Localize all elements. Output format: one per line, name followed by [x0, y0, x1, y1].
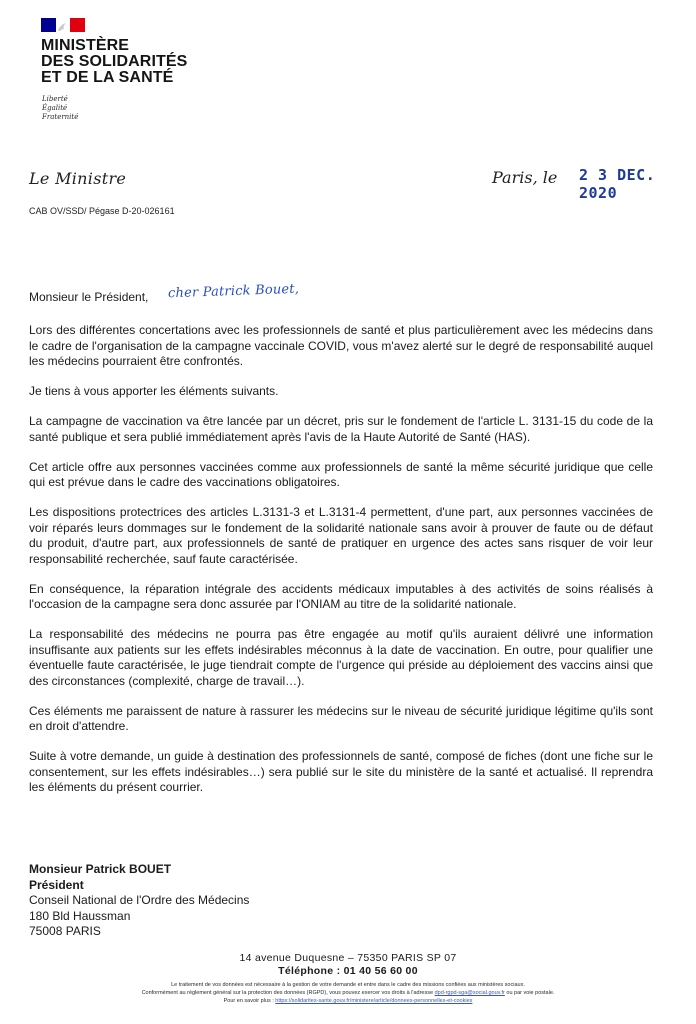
paragraph: Ces éléments me paraissent de nature à rassurer les médecins sur le niveau de sécurité juridique légitime qu'ils sont en droit d'attendre.: [29, 703, 653, 733]
reference-number: CAB OV/SSD/ Pégase D-20-026161: [29, 206, 175, 216]
dpo-email-link[interactable]: dpd-rgpd-sga@social.gouv.fr: [434, 990, 505, 996]
paragraph: Cet article offre aux personnes vaccinées comme aux professionnels de santé la même sécurité juridique que celle qui est prévue dans le cadre des vaccinations obligatoires.: [29, 459, 653, 489]
paragraph: Je tiens à vous apporter les éléments suivants.: [29, 384, 279, 398]
ministry-line-3: ET DE LA SANTÉ: [41, 69, 174, 86]
footer-phone: Téléphone : 01 40 56 60 00: [278, 965, 418, 977]
paragraph: Les dispositions protectrices des articles L.3131-3 et L.3131-4 permettent, d'une part, aux personnes vaccinées de voir réparés leurs dommages sur le fondement de la solidarité nationale sans avoir à prouver de faute ou de défaut du produit, d'autre part, aux professionnels de santé de pratiquer en urgence des actes sans risquer de voir leur responsabilité recherchée, sauf faute caractérisée.: [29, 505, 653, 566]
handwritten-note: cher Patrick Bouet,: [167, 281, 300, 302]
legal-notice-text-end: ou par voie postale.: [506, 990, 555, 996]
paragraph: La campagne de vaccination va être lancée par un décret, pris sur le fondement de l'article L. 3131-15 du code de la santé publique et sera publié immédiatement après l'avis de la Haute Autorité de Santé (HAS).: [29, 414, 653, 444]
addressee-title: Président: [29, 877, 84, 892]
republic-motto: [42, 95, 78, 122]
date-stamp: 2 3 DEC. 2020: [579, 166, 656, 202]
motto-fraternite: Fraternité: [42, 113, 79, 121]
addressee-organization: Conseil National de l'Ordre des Médecins: [29, 893, 250, 907]
motto-liberte: Liberté: [42, 95, 68, 103]
privacy-policy-link[interactable]: https://solidarites-sante.gouv.fr/ministere/article/donnees-personnelles-et-cookies: [275, 998, 473, 1004]
footer-address: 14 avenue Duquesne – 75350 PARIS SP 07: [239, 952, 457, 964]
addressee-name: Monsieur Patrick BOUET: [29, 862, 172, 876]
paragraph: La responsabilité des médecins ne pourra pas être engagée au motif qu'ils auraient délivré une information insuffisante aux patients sur les effets indésirables méconnus à la date de vaccination. En outre, pour qualifier une éventuelle faute caractérisée, le juge tiendrait compte de l'urgence qui préside au déploiement des vaccins ainsi que des circonstances (complexité, charge de travail…).: [29, 627, 653, 688]
letter-body: [29, 323, 653, 810]
ministry-name: [41, 38, 187, 86]
addressee-block: [29, 862, 249, 940]
legal-notice-line-3: [20, 997, 676, 1005]
legal-notice-more: Pour en savoir plus :: [223, 998, 274, 1004]
place-label: Paris, le: [492, 168, 558, 187]
paragraph: En conséquence, la réparation intégrale des accidents médicaux imputables à des activités de soins réalisés à l'occasion de la campagne sera donc assurée par l'ONIAM au titre de la solidarité nationale.: [29, 581, 653, 611]
ministry-line-2: DES SOLIDARITÉS: [41, 53, 188, 70]
addressee-street: 180 Bld Haussman: [29, 908, 131, 923]
addressee-city: 75008 PARIS: [29, 924, 101, 938]
paragraph: Suite à votre demande, un guide à destination des professionnels de santé, composé de fiches (dont une fiche sur le consentement, sur les effets indésirables…) sera publié sur le site du ministère de la santé et actualisé. Il reprendra les éléments du présent courrier.: [29, 749, 653, 794]
paragraph: Lors des différentes concertations avec les professionnels de santé et plus particulièrement avec les médecins dans le cadre de l'organisation de la campagne vaccinale COVID, vous m'avez alerté sur le degré de responsabilité auquel les médecins pourraient être confrontés.: [29, 323, 653, 368]
motto-egalite: Égalité: [42, 104, 68, 112]
legal-notice-text: Conformément au règlement général sur la protection des données (RGPD), vous pouvez exercer vos droits à l'adresse: [141, 990, 434, 996]
ministry-line-1: MINISTÈRE: [41, 37, 130, 54]
author-title: Le Ministre: [29, 169, 127, 188]
legal-notice-line-1: Le traitement de vos données est nécessaire à la gestion de votre demande et entre dans le cadre des missions confiées aux ministères sociaux.: [171, 982, 525, 988]
legal-notice-line-2: [20, 989, 676, 997]
salutation: Monsieur le Président,: [29, 290, 149, 304]
marianne-logo: [41, 18, 85, 32]
